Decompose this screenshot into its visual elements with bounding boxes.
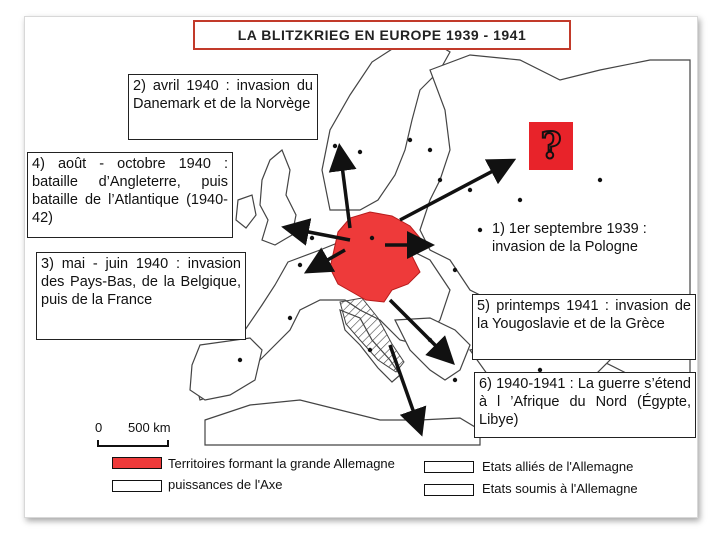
legend-swatch-greater-germany [112,457,162,469]
question-mark-icon: ? [540,125,562,167]
legend-axis-powers: puissances de l'Axe [168,477,283,492]
map-title: LA BLITZKRIEG EN EUROPE 1939 - 1941 [193,20,571,50]
legend-swatch-axis [112,480,162,492]
arrow-africa [390,345,420,430]
iberia-land [190,338,262,400]
north-africa-land [205,400,480,445]
ireland-land [236,195,256,228]
legend-swatch-subjugated [424,484,474,496]
legend-subjugated-states: Etats soumis à l'Allemagne [482,481,638,496]
callout-west-campaign: 3) mai - juin 1940 : invasion des Pays-Bas, de la Belgique, puis de la France [36,252,246,340]
scale-bar [98,440,168,446]
legend-allied-states: Etats alliés de l'Allemagne [482,459,634,474]
scandinavia-land [322,40,450,210]
balkans-land [395,318,470,380]
callout-denmark-norway: 2) avril 1940 : invasion du Danemark et de la Norvège [128,74,318,140]
britain-land [260,150,296,245]
ussr-question-box [529,122,573,170]
legend-greater-germany: Territoires formant la grande Allemagne [168,456,395,471]
scale-distance: 500 km [128,420,171,435]
callout-poland: 1) 1er septembre 1939 : invasion de la Pologne [492,221,647,255]
callout-britain-atlantic: 4) août - octobre 1940 : bataille d’Angleterre, puis bataille de l’Atlantique (1940-42) [27,152,233,238]
scale-zero: 0 [95,420,103,435]
callout-north-africa: 6) 1940-1941 : La guerre s’étend à l ’Afrique du Nord (Égypte, Libye) [474,372,696,438]
callout-balkans: 5) printemps 1941 : invasion de la Yougoslavie et de la Grèce [472,294,696,360]
legend-swatch-allied [424,461,474,473]
